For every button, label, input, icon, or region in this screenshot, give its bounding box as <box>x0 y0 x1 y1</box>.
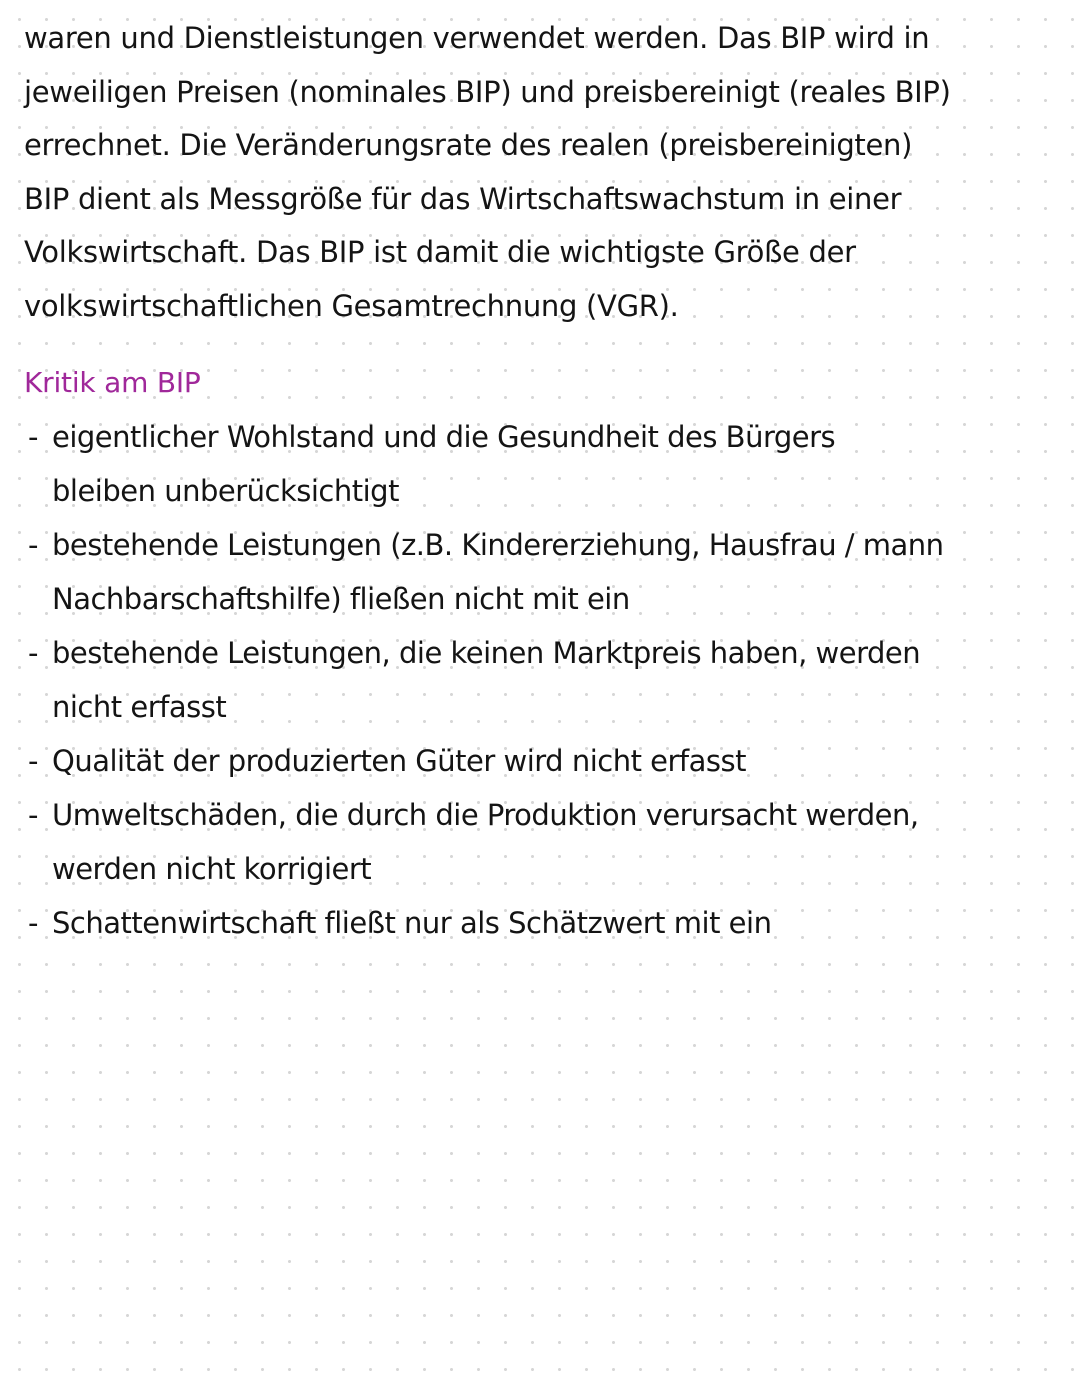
critique-item-line: Nachbarschaftshilfe) fließen nicht mit ein <box>52 582 630 616</box>
critique-item-line: werden nicht korrigiert <box>52 852 372 886</box>
critique-item-line: bestehende Leistungen, die keinen Marktpreis haben, werden <box>52 636 921 670</box>
critique-item <box>24 410 1074 518</box>
critique-item-line: Qualität der produzierten Güter wird nicht erfasst <box>52 744 746 778</box>
critique-heading: Kritik am BIP <box>24 366 201 399</box>
critique-item <box>24 518 1074 626</box>
list-dash: - <box>28 744 39 778</box>
list-dash: - <box>28 798 39 832</box>
critique-item <box>24 734 1074 788</box>
critique-item <box>24 788 1074 896</box>
paragraph-line: errechnet. Die Veränderungsrate des realen (preisbereinigten) <box>24 128 913 162</box>
critique-item-line: bleiben unberücksichtigt <box>52 474 399 508</box>
paragraph-line: volkswirtschaftlichen Gesamtrechnung (VGR). <box>24 288 679 323</box>
paragraph-line: waren und Dienstleistungen verwendet werden. Das BIP wird in <box>24 21 930 55</box>
list-dash: - <box>28 528 39 562</box>
critique-item-line: bestehende Leistungen (z.B. Kindererziehung, Hausfrau / mann <box>52 528 944 562</box>
critique-item <box>24 896 1074 950</box>
critique-item-line: Umweltschäden, die durch die Produktion verursacht werden, <box>52 798 919 832</box>
list-dash: - <box>28 636 39 670</box>
paragraph-line: Volkswirtschaft. Das BIP ist damit die wichtigste Größe der <box>24 235 856 269</box>
critique-item <box>24 626 1074 734</box>
critique-list <box>24 410 1074 950</box>
critique-item-line: nicht erfasst <box>52 690 227 724</box>
list-dash: - <box>28 420 39 454</box>
critique-item-line: eigentlicher Wohlstand und die Gesundheit des Bürgers <box>52 420 836 454</box>
critique-item-line: Schattenwirtschaft fließt nur als Schätzwert mit ein <box>52 906 772 940</box>
list-dash: - <box>28 906 39 940</box>
paragraph-line: jeweiligen Preisen (nominales BIP) und preisbereinigt (reales BIP) <box>24 74 951 109</box>
paragraph-line: BIP dient als Messgröße für das Wirtschaftswachstum in einer <box>24 181 902 216</box>
bip-definition-paragraph <box>24 12 1064 333</box>
